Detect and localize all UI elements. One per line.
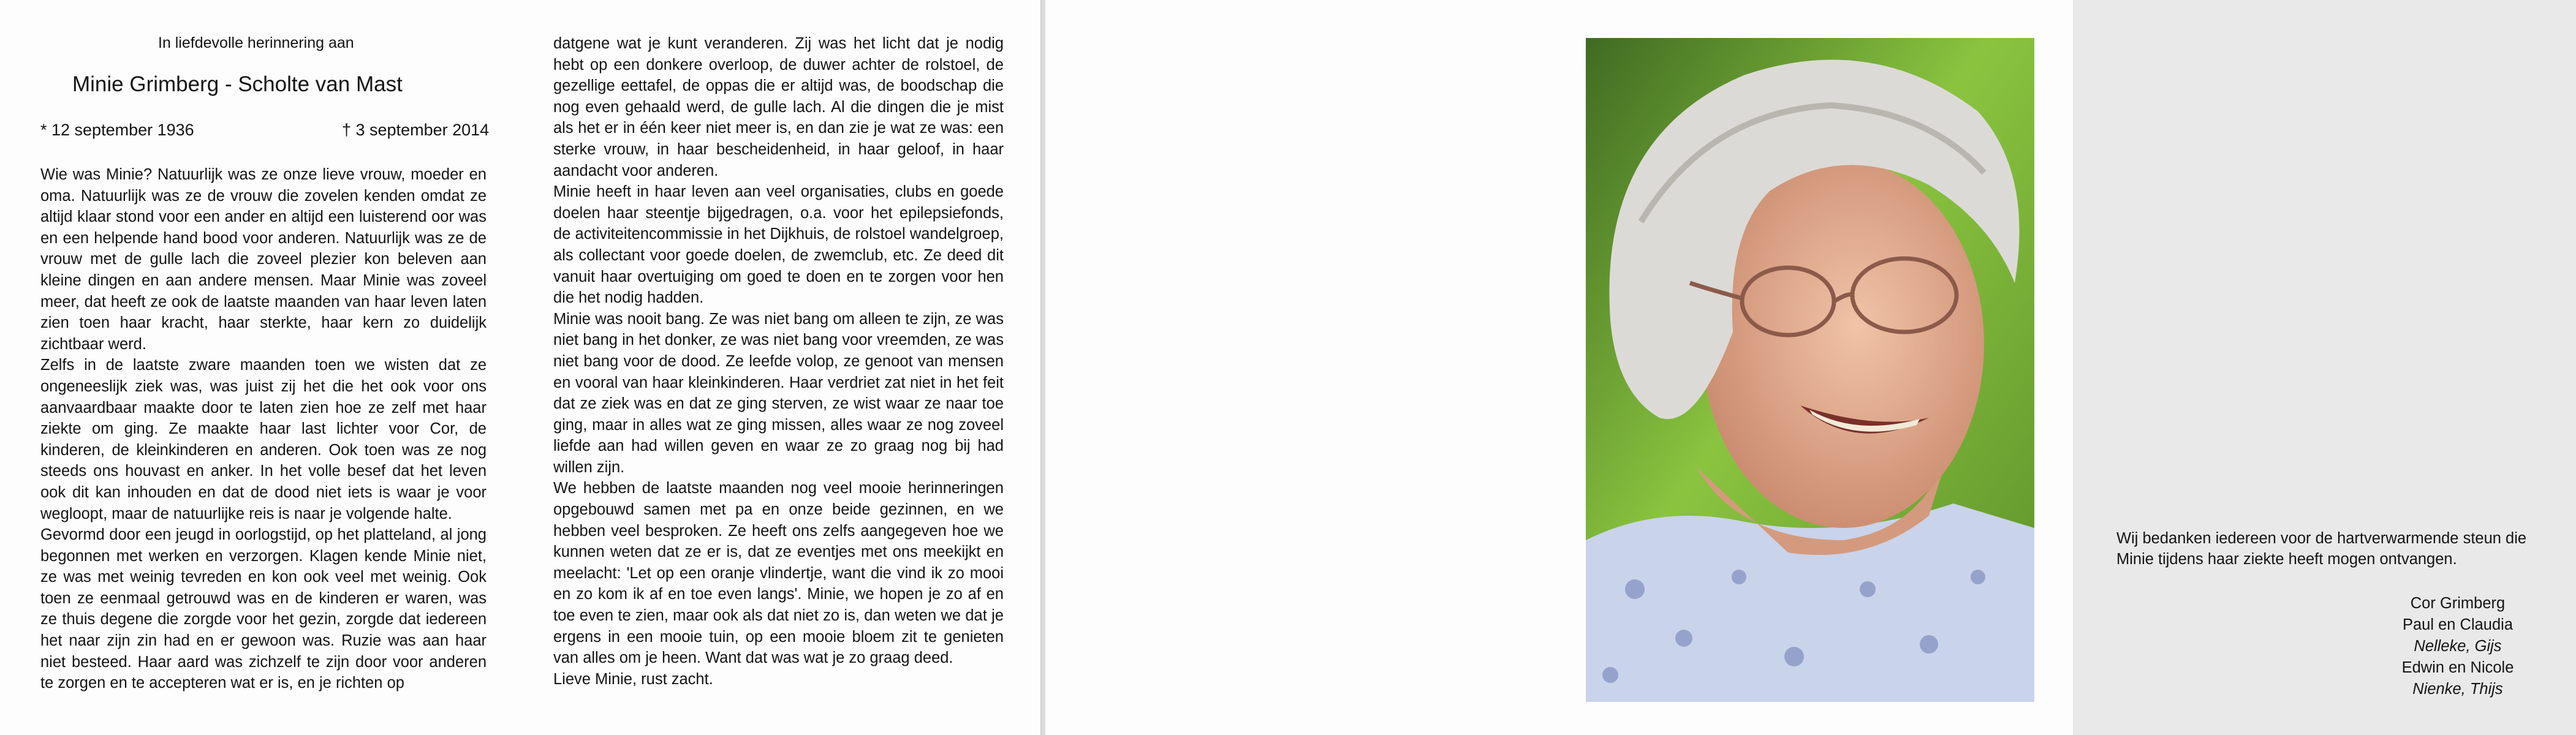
birth-date: * 12 september 1936	[40, 121, 194, 139]
blouse-shape	[1586, 503, 2034, 702]
family-signatures	[2369, 593, 2547, 700]
family-line: Nelleke, Gijs	[2414, 638, 2502, 655]
paragraph: Minie was nooit bang. Ze was niet bang om alleen te zijn, ze was niet bang in het donker, ze was niet bang voor vreemden, ze was niet bang voor de dood. Ze leefde volop, ze genoot van mensen en vooral van haar kleinkinderen. Haar verdriet zat niet in het feit dat ze ziek was en dat ze ging sterven, ze wist waar ze naar toe ging, maar in alles wat ze ging missen, alles waar ze nog zoveel liefde aan had willen geven en waar ze zo graag nog bij had willen zijn.	[553, 310, 1004, 476]
paragraph: datgene wat je kunt veranderen. Zij was het licht dat je nodig hebt op een donkere overloop, de duwer achter de rolstoel, de gezellige eettafel, de oppas die er altijd was, de boodschap die nog even gehaald werd, de gulle lach. Al die dingen die je mist als het er in één keer niet meer is, en dan zie je wat ze was: een sterke vrouw, in haar bescheidenheid, in haar geloof, in haar aandacht voor anderen.	[553, 35, 1004, 179]
family-line: Cor Grimberg	[2410, 595, 2506, 612]
portrait-photo	[1586, 38, 2034, 702]
paragraph: Minie heeft in haar leven aan veel organisaties, clubs en goede doelen haar steentje bijgedragen, o.a. voor het epilepsiefonds, de activiteitencommissie in het Dijkhuis, de rolstoel wandelgroep, als collectant voor goede doelen, de zwemclub, etc. Ze deed dit vanuit haar overtuiging om goed te doen en te zorgen voor hen die het nodig hadden.	[553, 183, 1004, 307]
thanks-text	[2116, 528, 2576, 570]
family-line: Nienke, Thijs	[2412, 680, 2503, 698]
death-date: † 3 september 2014	[342, 121, 490, 139]
paragraph: Lieve Minie, rust zacht.	[553, 670, 713, 688]
text-column-left	[40, 164, 487, 694]
paragraph: Zelfs in de laatste zware maanden toen we wisten dat ze ongeneeslijk ziek was, was juist zij het die het ook voor ons aanvaardbaar maakte door te laten zien hoe ze zelf met haar ziekte om ging. Ze maakte haar last lichter voor Cor, de kinderen, de kleinkinderen en anderen. Ook toen was ze nog steeds ons houvast en anker. In het volle besef dat het leven ook dit kan inhouden en dat de dood niet iets is waar je voor wegloopt, maar de natuurlijke reis is naar je volgende halte.	[40, 356, 487, 522]
thanks-line: Minie tijdens haar ziekte heeft mogen ontvangen.	[2116, 551, 2457, 568]
paragraph: Gevormd door een jeugd in oorlogstijd, op het platteland, al jong begonnen met werken en verzorgen. Klagen kende Minie niet, ze was met weinig tevreden en kon ook veel met weinig. Ook toen ze eenmaal getrouwd was en de kinderen er waren, was ze thuis degene die zorgde voor het gezin, zorgde dat iedereen het naar zijn zin had en er gewoon was. Ruzie was aan haar niet besteed. Haar aard was zichzelf te zijn door voor anderen te zorgen en te accepteren wat er is, en je richten op	[40, 526, 487, 692]
thanks-line: Wij bedanken iedereen voor de hartverwarmende steun die	[2116, 530, 2527, 547]
deceased-name: Minie Grimberg - Scholte van Mast	[72, 72, 403, 96]
paragraph: Wie was Minie? Natuurlijk was ze onze lieve vrouw, moeder en oma. Natuurlijk was ze de vrouw die zovelen kenden omdat ze altijd klaar stond voor een ander en altijd een luisterend oor was en een helpende hand bood voor anderen. Natuurlijk was ze de vrouw met de gulle lach die zoveel plezier kon beleven aan kleine dingen en aan andere mensen. Maar Minie was zoveel meer, dat heeft ze ook de laatste maanden van haar leven laten zien toen haar kracht, haar sterkte, haar kern zo duidelijk zichtbaar werd.	[40, 166, 487, 353]
intro-line: In liefdevolle herinnering aan	[158, 34, 354, 51]
portrait-illustration	[1586, 38, 2034, 702]
family-line: Edwin en Nicole	[2401, 659, 2514, 676]
family-line: Paul en Claudia	[2402, 616, 2513, 633]
left-page	[0, 0, 1042, 735]
text-column-right	[553, 33, 1004, 690]
paragraph: We hebben de laatste maanden nog veel mooie herinneringen opgebouwd samen met pa en onze beide gezinnen, en we hebben veel besproken. Ze heeft ons zelfs aangegeven hoe we kunnen weten dat ze er is, dat ze eventjes met ons meekijkt en meelacht: 'Let op een oranje vlindertje, want die vind ik zo mooi en zo kom ik af en toe even langs'. Minie, we hopen je zo af en toe even te zien, maar ook als dat niet zo is, dan weten we dat je ergens in een mooie tuin, op een mooie bloem zit te genieten van alles om je heen. Want dat was wat je zo graag deed.	[553, 480, 1004, 667]
